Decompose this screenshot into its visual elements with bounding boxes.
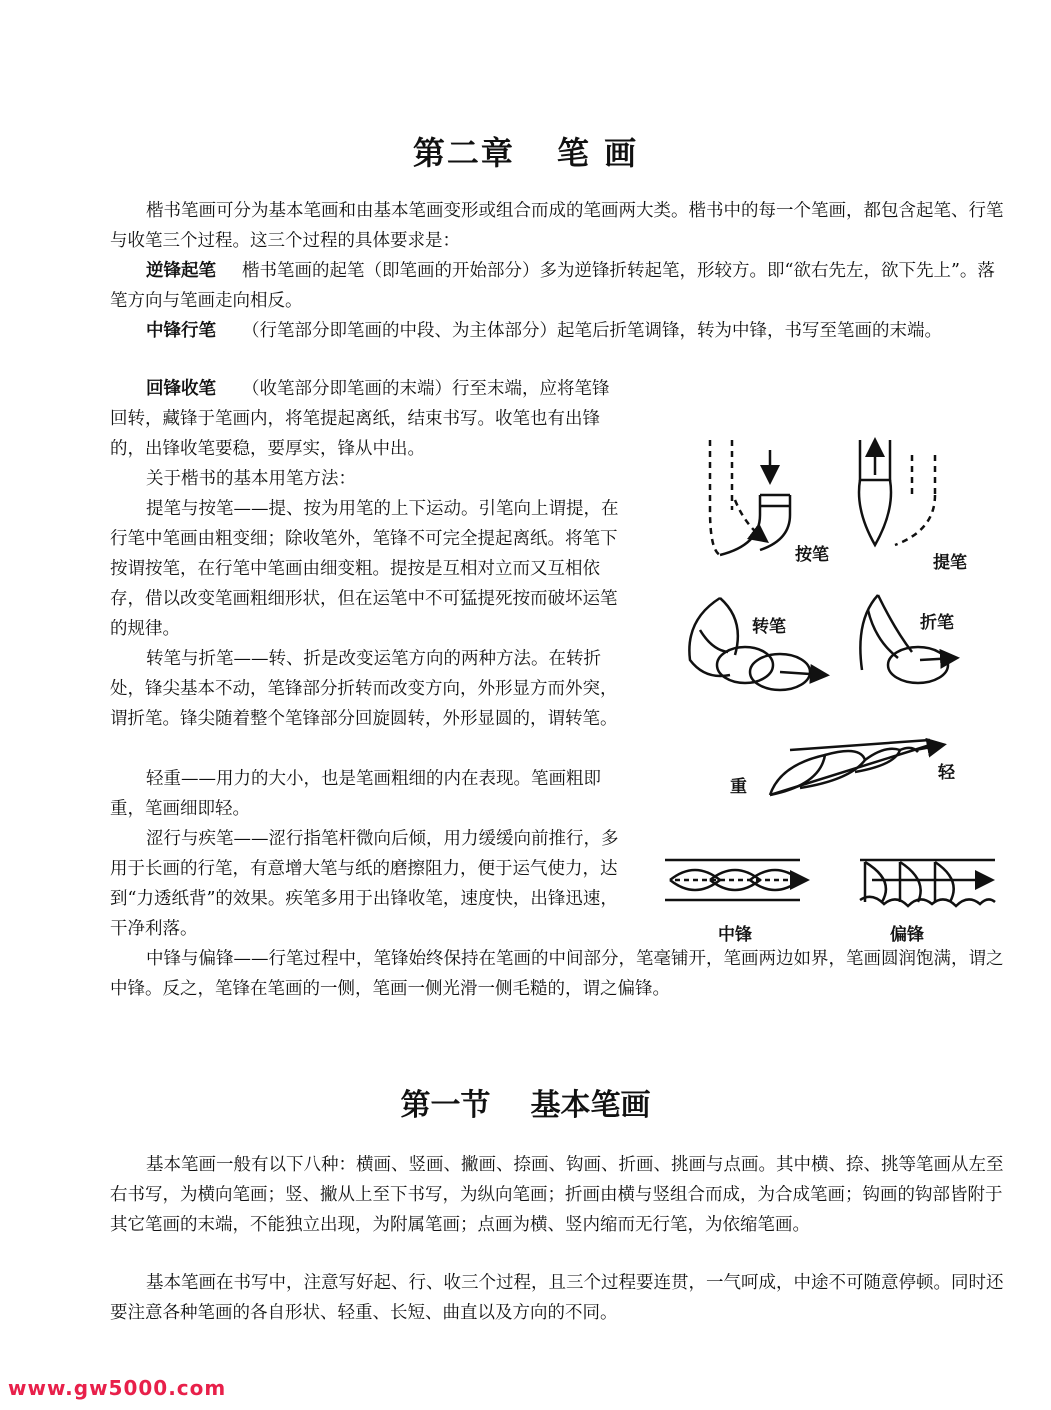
light-label: 轻 bbox=[938, 763, 955, 783]
method-paragraph-4 bbox=[110, 824, 620, 944]
stage-text: （收笔部分即笔画的末端）行至末端，应将笔锋回转，藏锋于笔画内，将笔提起离纸，结束书写。收笔也有出锋的，出锋收笔要稳，要厚实，锋从中出。 bbox=[110, 379, 610, 459]
heavy-light-diagram bbox=[770, 740, 942, 795]
section-name: 基本笔画 bbox=[530, 1088, 651, 1123]
intro-paragraph bbox=[110, 196, 1005, 256]
intro-text: 楷书笔画可分为基本笔画和由基本笔画变形或组合而成的笔画两大类。楷书中的每一个笔画，都包含起笔、行笔与收笔三个过程。这三个过程的具体要求是： bbox=[110, 201, 1004, 251]
section-text: 基本笔画一般有以下八种：横画、竖画、撇画、捺画、钩画、折画、挑画与点画。其中横、捺、挑等笔画从左至右书写，为横向笔画；竖、撇从上至下书写，为纵向笔画；折画由横与竖组合而成，为合成笔画；钩画的钩部皆附于其它笔画的末端，不能独立出现，为附属笔画；点画为横、竖内缩而无行笔，为依缩笔画。 bbox=[110, 1155, 1004, 1235]
method-text: 轻重——用力的大小，也是笔画粗细的内在表现。笔画粗即重，笔画细即轻。 bbox=[110, 769, 601, 819]
press-stroke-diagram bbox=[710, 440, 790, 555]
section-title bbox=[0, 1080, 1051, 1124]
chapter-title bbox=[0, 128, 1051, 174]
stage-term: 逆锋起笔 bbox=[146, 261, 216, 281]
section-paragraph-1 bbox=[110, 1150, 1005, 1240]
section-number: 第一节 bbox=[400, 1088, 491, 1123]
press-label: 按笔 bbox=[795, 545, 829, 565]
method-paragraph-3 bbox=[110, 764, 620, 824]
method-paragraph-2 bbox=[110, 644, 620, 734]
side-tip-label: 偏锋 bbox=[890, 925, 924, 945]
stage-text: （行笔部分即笔画的中段、为主体部分）起笔后折笔调锋，转为中锋，书写至笔画的末端。 bbox=[242, 321, 942, 341]
watermark-url: www.gw5000.com bbox=[8, 1376, 227, 1400]
center-tip-diagram bbox=[665, 860, 805, 900]
heavy-label: 重 bbox=[730, 777, 747, 797]
methods-heading-text: 关于楷书的基本用笔方法： bbox=[146, 469, 356, 489]
section-text: 基本笔画在书写中，注意写好起、行、收三个过程，且三个过程要连贯，一气呵成，中途不可随意停顿。同时还要注意各种笔画的各自形状、轻重、长短、曲直以及方向的不同。 bbox=[110, 1273, 1004, 1323]
methods-heading bbox=[110, 464, 620, 494]
stage-paragraph-3 bbox=[110, 374, 620, 464]
method-text: 转笔与折笔——转、折是改变运笔方向的两种方法。在转折处，锋尖基本不动，笔锋部分折转而改变方向，外形显方而外突，谓折笔。锋尖随着整个笔锋部分回旋圆转，外形显圆的，谓转笔。 bbox=[110, 649, 618, 729]
center-side-text: 中锋与偏锋——行笔过程中，笔锋始终保持在笔画的中间部分，笔毫铺开，笔画两边如界，笔画圆润饱满，谓之中锋。反之，笔锋在笔画的一侧，笔画一侧光滑一侧毛糙的，谓之偏锋。 bbox=[110, 949, 1004, 999]
chapter-name: 笔 画 bbox=[556, 134, 639, 172]
side-tip-diagram bbox=[860, 860, 995, 906]
method-text: 涩行与疾笔——涩行指笔杆微向后倾，用力缓缓向前推行，多用于长画的行笔，有意增大笔与纸的磨擦阻力，便于运气使力，达到“力透纸背”的效果。疾笔多用于出锋收笔，速度快，出锋迅速，干净利落。 bbox=[110, 829, 619, 939]
method-paragraph-1 bbox=[110, 494, 620, 644]
lift-label: 提笔 bbox=[933, 553, 967, 573]
fold-label: 折笔 bbox=[920, 613, 954, 633]
stage-paragraph-2 bbox=[110, 316, 1005, 346]
stage-paragraph-1 bbox=[110, 256, 1005, 316]
method-text: 提笔与按笔——提、按为用笔的上下运动。引笔向上谓提，在行笔中笔画由粗变细；除收笔外，笔锋不可完全提起离纸。将笔下按谓按笔，在行笔中笔画由细变粗。提按是互相对立而又互相依存，借以改变笔画粗细形状，但在运笔中不可猛提死按而破坏运笔的规律。 bbox=[110, 499, 619, 639]
lift-stroke-diagram bbox=[859, 440, 935, 545]
stage-term: 回锋收笔 bbox=[146, 379, 216, 399]
chapter-number: 第二章 bbox=[412, 134, 515, 172]
brush-technique-figure bbox=[650, 420, 1020, 960]
center-tip-label: 中锋 bbox=[718, 925, 752, 945]
stage-text: 楷书笔画的起笔（即笔画的开始部分）多为逆锋折转起笔，形较方。即“欲右先左，欲下先上”。落笔方向与笔画走向相反。 bbox=[110, 261, 995, 311]
section-paragraph-2 bbox=[110, 1268, 1005, 1328]
stage-term: 中锋行笔 bbox=[146, 321, 216, 341]
brush-diagram-svg bbox=[650, 420, 1020, 960]
turn-label: 转笔 bbox=[752, 617, 786, 637]
